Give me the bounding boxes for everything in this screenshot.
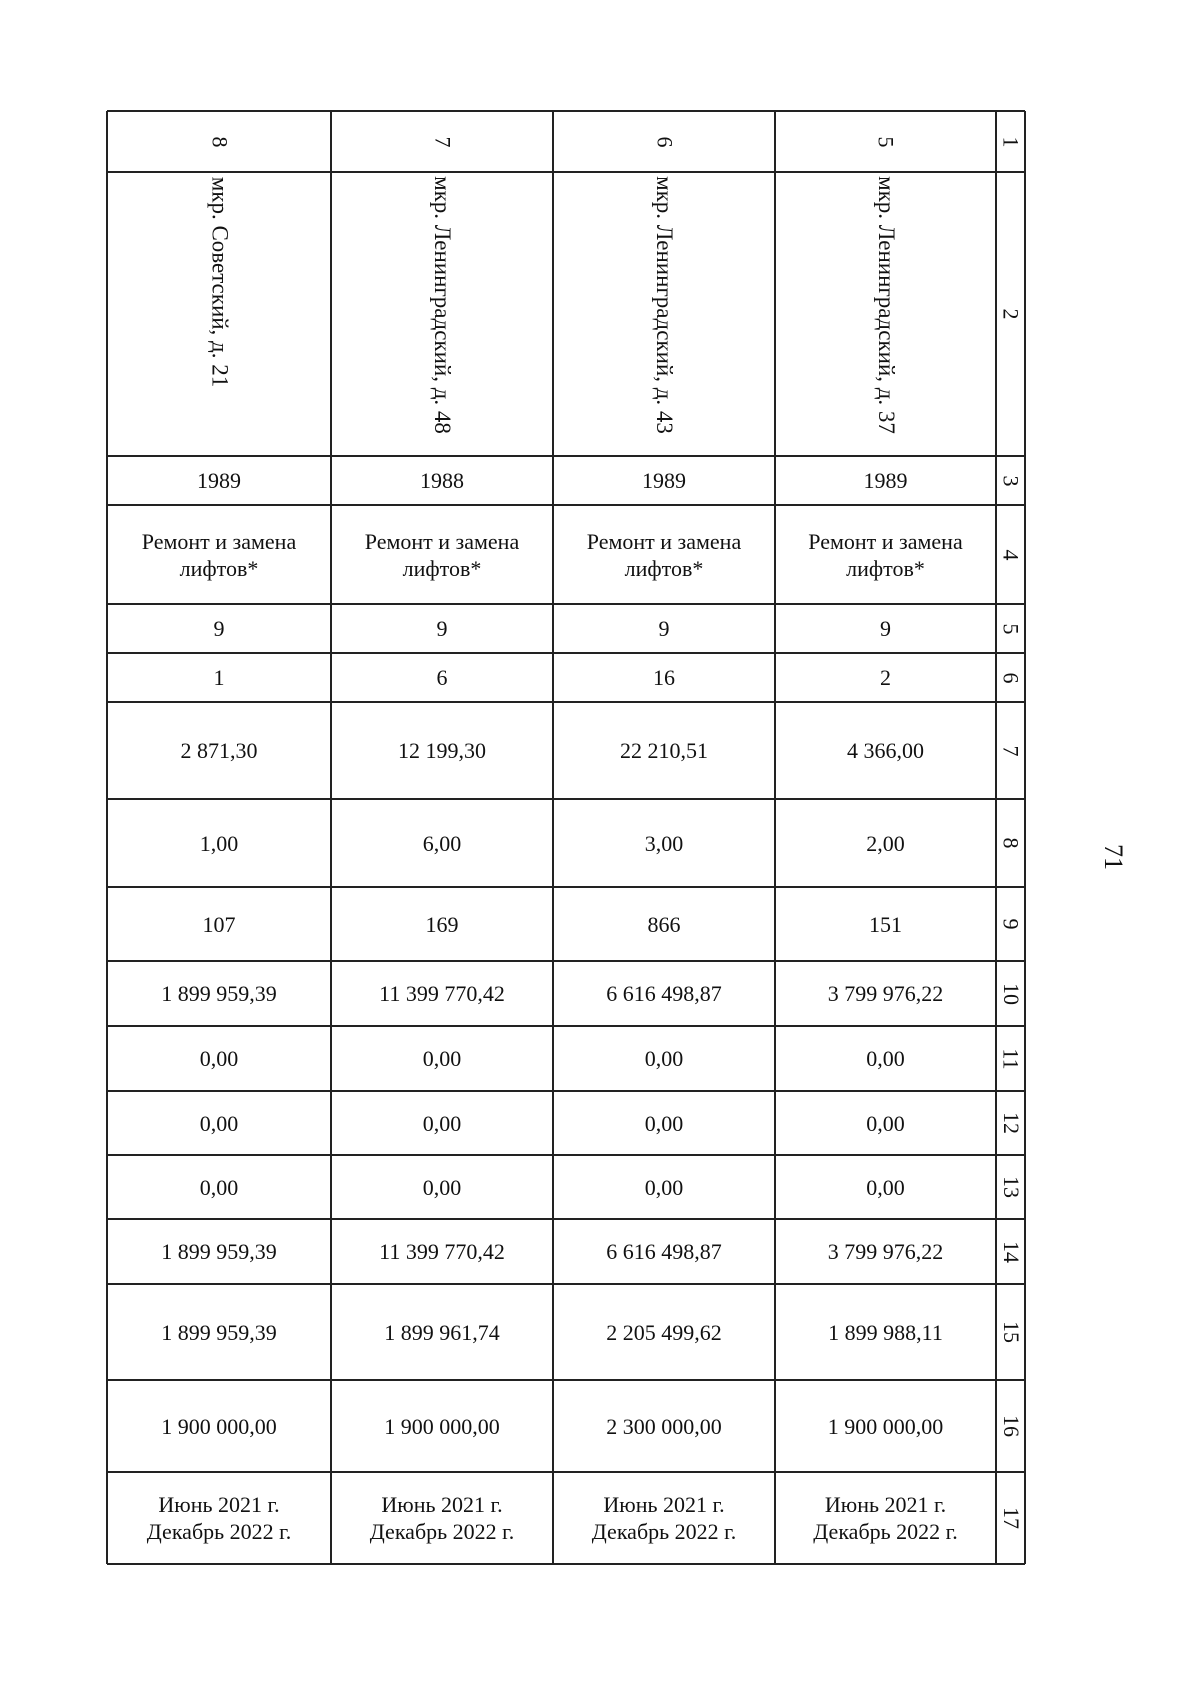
column-number: 5 — [998, 623, 1024, 634]
record-number: 7 — [430, 136, 455, 147]
cell-col14: 11 399 770,42 — [379, 1239, 505, 1264]
column-number: 6 — [998, 672, 1024, 683]
cell-col6: 1 — [213, 665, 225, 690]
cell-year: 1989 — [642, 468, 686, 493]
column-number: 12 — [998, 1112, 1024, 1134]
cell-col6: 6 — [436, 665, 448, 690]
cell-work_type — [775, 505, 996, 604]
cell-work_type — [107, 505, 331, 604]
house-address: мкр. Советский, д. 21 — [206, 176, 232, 387]
record-number: 5 — [873, 136, 899, 147]
cell-col10: 3 799 976,22 — [827, 981, 944, 1006]
column-number: 8 — [998, 837, 1024, 849]
cell-col12: 0,00 — [644, 1110, 684, 1136]
cell-col5: 9 — [880, 616, 891, 641]
column-divider — [1024, 111, 1026, 1564]
period-line: Июнь 2021 г. — [603, 1492, 725, 1517]
cell-col11: 0,00 — [866, 1046, 905, 1071]
cell-period — [107, 1472, 331, 1564]
cell-col13: 0,00 — [199, 1174, 239, 1200]
column-number: 13 — [998, 1176, 1024, 1198]
work_type-line: Ремонт и замена — [141, 528, 297, 554]
row-divider — [107, 110, 1025, 112]
cell-col14: 3 799 976,22 — [827, 1239, 944, 1264]
cell-col8: 1,00 — [199, 830, 239, 856]
record-number: 6 — [652, 136, 677, 147]
cell-col6: 2 — [880, 665, 891, 690]
column-number: 11 — [998, 1047, 1024, 1070]
record-number: 8 — [207, 136, 232, 147]
cell-period — [331, 1472, 553, 1564]
cell-col5: 9 — [658, 616, 670, 641]
cell-col7: 22 210,51 — [620, 738, 708, 763]
cell-col11: 0,00 — [422, 1046, 462, 1071]
cell-col11: 0,00 — [644, 1046, 684, 1071]
cell-col8: 3,00 — [644, 830, 684, 856]
work_type-line: лифтов* — [624, 555, 704, 581]
column-number: 15 — [998, 1321, 1024, 1343]
column-number: 10 — [998, 982, 1024, 1005]
cell-col6: 16 — [653, 665, 675, 690]
row-divider — [107, 171, 1025, 173]
cell-col5: 9 — [436, 616, 448, 641]
cell-col8: 6,00 — [422, 830, 462, 856]
column-number: 2 — [998, 308, 1024, 320]
column-number: 9 — [998, 918, 1024, 930]
cell-year: 1989 — [197, 468, 241, 493]
cell-col12: 0,00 — [199, 1110, 239, 1136]
cell-col7: 4 366,00 — [847, 738, 924, 763]
cell-col10: 11 399 770,42 — [379, 981, 505, 1006]
period-line: Июнь 2021 г. — [824, 1492, 947, 1517]
cell-col13: 0,00 — [422, 1174, 462, 1200]
cell-col15: 1 899 961,74 — [384, 1319, 500, 1345]
period-line: Декабрь 2022 г. — [813, 1519, 958, 1544]
cell-col9: 866 — [647, 911, 681, 937]
period-line: Июнь 2021 г. — [381, 1492, 503, 1517]
work_type-line: Ремонт и замена — [586, 528, 742, 554]
cell-col15: 2 205 499,62 — [606, 1319, 722, 1345]
column-number: 16 — [998, 1415, 1024, 1437]
work_type-line: лифтов* — [402, 555, 482, 581]
house-address: мкр. Ленинградский, д. 43 — [651, 176, 677, 434]
cell-col11: 0,00 — [199, 1046, 239, 1071]
cell-col8: 2,00 — [866, 830, 905, 856]
cell-col12: 0,00 — [422, 1110, 462, 1136]
cell-col14: 6 616 498,87 — [606, 1239, 722, 1264]
cell-col15: 1 899 959,39 — [161, 1319, 277, 1345]
cell-period — [553, 1472, 775, 1564]
cell-col9: 169 — [425, 911, 459, 937]
cell-col13: 0,00 — [866, 1174, 905, 1200]
cell-col16: 1 900 000,00 — [161, 1413, 277, 1439]
column-number: 3 — [998, 475, 1024, 486]
cell-col7: 2 871,30 — [180, 738, 258, 763]
column-number: 14 — [998, 1240, 1024, 1263]
column-number: 7 — [998, 745, 1024, 756]
work_type-line: Ремонт и замена — [808, 528, 963, 554]
cell-col13: 0,00 — [644, 1174, 684, 1200]
cell-col12: 0,00 — [866, 1110, 905, 1136]
cell-col9: 107 — [202, 911, 236, 937]
house-address: мкр. Ленинградский, д. 37 — [873, 176, 899, 434]
cell-year: 1989 — [863, 468, 908, 493]
cell-period — [775, 1472, 996, 1564]
house-address: мкр. Ленинградский, д. 48 — [429, 176, 455, 434]
work_type-line: лифтов* — [846, 555, 925, 581]
cell-col16: 2 300 000,00 — [606, 1413, 722, 1439]
period-line: Июнь 2021 г. — [158, 1492, 280, 1517]
work_type-line: лифтов* — [179, 555, 259, 581]
cell-col7: 12 199,30 — [398, 738, 486, 763]
cell-col16: 1 900 000,00 — [384, 1413, 500, 1439]
column-number: 17 — [998, 1507, 1024, 1529]
page-number: 71 — [1099, 844, 1128, 870]
cell-col10: 1 899 959,39 — [161, 981, 277, 1006]
cell-work_type — [553, 505, 775, 604]
period-line: Декабрь 2022 г. — [146, 1519, 292, 1544]
work_type-line: Ремонт и замена — [364, 528, 520, 554]
column-number: 4 — [998, 549, 1024, 560]
cell-col16: 1 900 000,00 — [827, 1413, 944, 1439]
cell-col15: 1 899 988,11 — [828, 1319, 943, 1345]
cell-col5: 9 — [213, 616, 225, 641]
cell-year: 1988 — [420, 468, 464, 493]
period-line: Декабрь 2022 г. — [369, 1519, 515, 1544]
cell-col14: 1 899 959,39 — [161, 1239, 277, 1264]
cell-col10: 6 616 498,87 — [606, 981, 722, 1006]
cell-col9: 151 — [869, 911, 902, 937]
period-line: Декабрь 2022 г. — [591, 1519, 737, 1544]
cell-work_type — [331, 505, 553, 604]
column-number: 1 — [998, 136, 1024, 147]
